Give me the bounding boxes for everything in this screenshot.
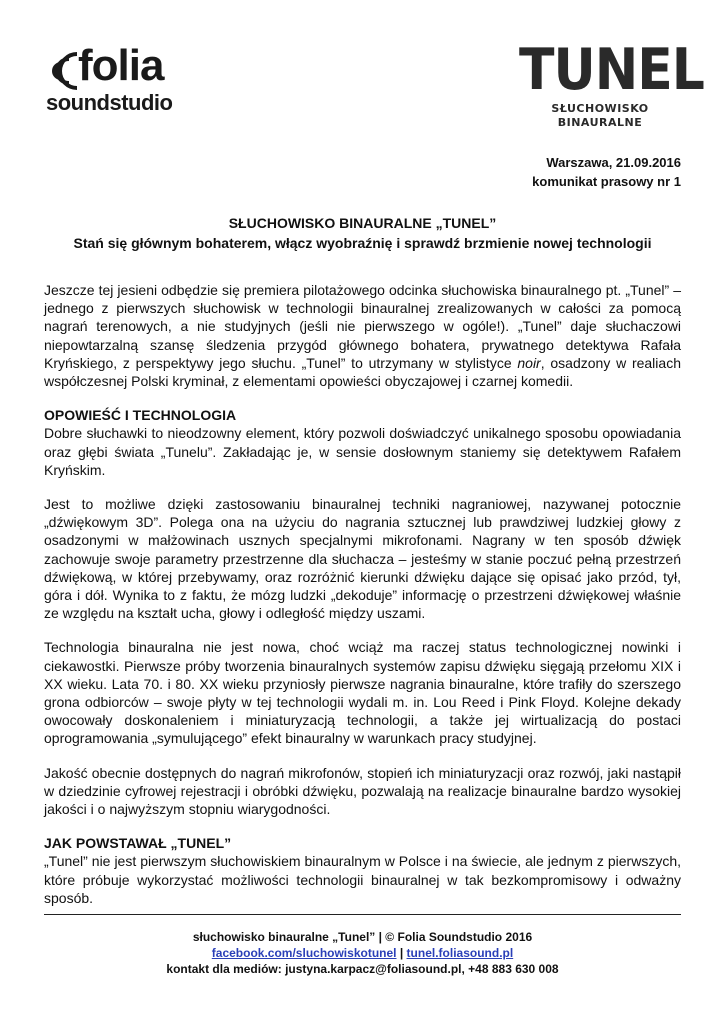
section-heading-making-of: JAK POWSTAWAŁ „TUNEL”	[44, 835, 232, 852]
logo-folia-word: folia	[78, 41, 164, 90]
logo-tunel-subtitle: SŁUCHOWISKO BINAURALNE	[551, 102, 649, 129]
footer-divider	[44, 914, 681, 915]
page-title: SŁUCHOWISKO BINAURALNE „TUNEL”	[228, 215, 497, 231]
section-heading-technology: OPOWIEŚĆ I TECHNOLOGIA	[44, 407, 237, 424]
paragraph: Dobre słuchawki to nieodzowny element, który pozwoli doświadczyć unikalnego sposobu opowiadania oraz głębi świata „Tunelu”. Zakładając je, w sensie dosłownym staniemy się detektywem Rafałem Kryńskim.	[44, 425, 681, 478]
logo-tunel-word: TUNEL	[519, 37, 704, 104]
website-link[interactable]: tunel.foliasound.pl	[406, 946, 514, 960]
paragraph: Technologia binauralna nie jest nowa, choć wciąż ma raczej status technologicznej nowinki i ciekawostki. Pierwsze próby tworzenia binauralnych systemów zapisu dźwięku sięgają przełomu XIX i XX wieku. Lata 70. i 80. XX wieku przyniosły pierwsze nagrania binauralne, które trafiły do szerszego grona odbiorców – swoje płyty w tej technologii wydali m. in. Lou Reed i Pink Floyd. Kolejne dekady owocowały doskonaleniem i miniaturyzacją technologii, a także jej wirtualizacją do postaci oprogramowania „symulującego” efekt binauralny w warunkach pracy studyjnej.	[44, 639, 681, 747]
headline	[44, 213, 681, 253]
tunel-logo	[519, 37, 704, 129]
date-text: Warszawa, 21.09.2016	[546, 155, 681, 170]
intro-text-start: Jeszcze tej jesieni odbędzie się premiera pilotażowego odcinka słuchowiska binauralnego pt. „Tunel” – jednego z pierwszych słuchowisk w technologii binauralnej zrealizowanych w całości za pomocą nagrań terenowych, a nie studyjnych (jeśli nie pierwszego w ogóle!). „Tunel” daje słuchaczowi niepowtarzalną szansę śledzenia przygód głównego bohatera, prywatnego detektywa Rafała Kryńskiego, z perspektywy jego słuchu. „Tunel” to utrzymany w stylistyce	[44, 282, 681, 371]
paragraph: „Tunel” nie jest pierwszym słuchowiskiem binauralnym w Polsce i na świecie, ale jednym z pierwszych, które próbuje wykorzystać możliwości technologii binauralnej w tak bezkompromisowy i odważny sposób.	[44, 853, 681, 906]
media-contact: kontakt dla mediów: justyna.karpacz@foliasound.pl, +48 883 630 008	[166, 962, 559, 976]
article-body	[44, 281, 681, 923]
intro-paragraph	[44, 281, 681, 390]
link-separator: |	[396, 946, 407, 960]
facebook-link[interactable]: facebook.com/sluchowiskotunel	[211, 946, 397, 960]
release-number: komunikat prasowy nr 1	[532, 174, 681, 189]
folia-soundstudio-logo	[44, 41, 194, 116]
paragraph: Jest to możliwe dzięki zastosowaniu binauralnej techniki nagraniowej, nazywanej potocznie „dźwiękowym 3D”. Polega ona na użyciu do nagrania sztucznej lub prawdziwej ludzkiej głowy z osadzonymi w małżowinach usznych specjalnymi mikrofonami. Nagrany w ten sposób dźwięk zachowuje swoje parametry przestrzenne dla słuchacza – jesteśmy w stanie poczuć pełną przestrzeń dźwiękową, w której przebywamy, oraz rozróżnić kierunki dźwięku dające się opisać jako przód, tył, góra i dół. Wynika to z faktu, że mózg ludzki „dekoduje” informację o przestrzeni dźwiękowej właśnie ze względu na kształt ucha, głowy i odległość między uszami.	[44, 496, 681, 622]
dateline	[532, 153, 681, 191]
intro-text-end: , osadzony w realiach współczesnej Polski kryminał, z elementami opowieści obyczajowej i czarnej komedii.	[44, 354, 681, 390]
paragraph: Jakość obecnie dostępnych do nagrań mikrofonów, stopień ich miniaturyzacji oraz rozwój, jaki nastąpił w dziedzinie cyfrowej rejestracji i obróbki dźwięku, pozwalają na realizacje binauralne bardzo wysokiej jakości i o najwyższym stopniu wiarygodności.	[44, 764, 681, 818]
footer-links	[44, 945, 681, 961]
intro-emphasis: noir	[517, 354, 541, 371]
footer-copyright: słuchowisko binauralne „Tunel” | © Folia Soundstudio 2016	[192, 930, 533, 944]
page-subtitle: Stań się głównym bohaterem, włącz wyobraźnię i sprawdź brzmienie nowej technologii	[73, 235, 652, 251]
footer	[44, 929, 681, 977]
logo-soundstudio-word: soundstudio	[46, 90, 173, 115]
